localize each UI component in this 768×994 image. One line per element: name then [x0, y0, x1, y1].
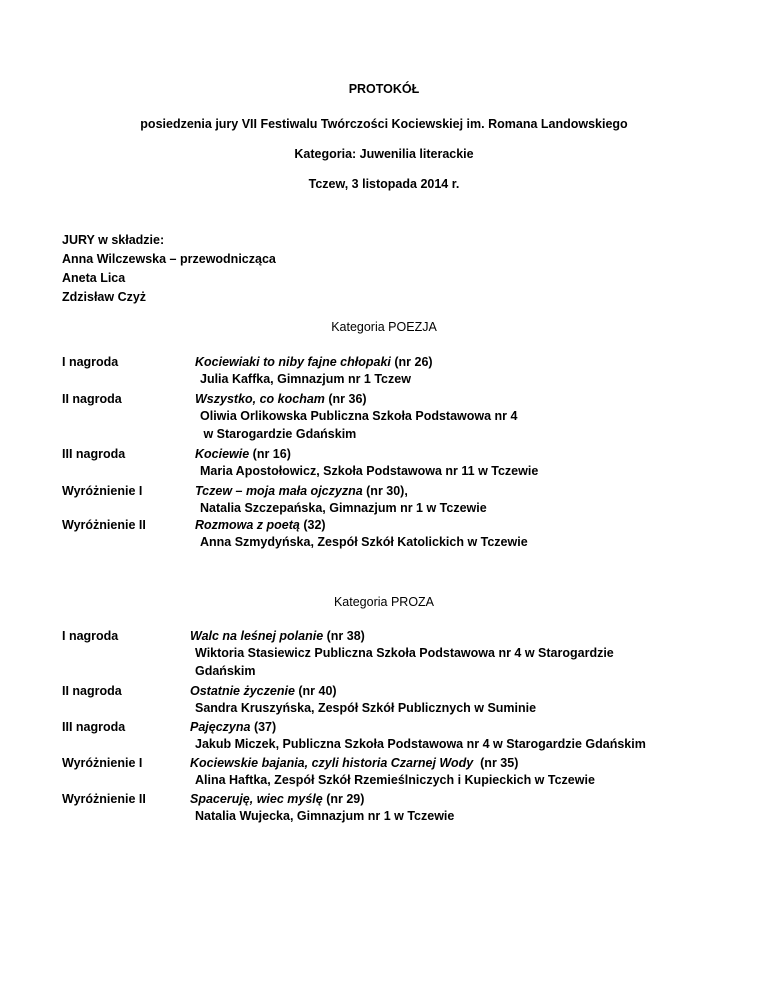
entry-number: (nr 38)	[323, 629, 365, 643]
entry-title: Walc na leśnej polanie	[190, 629, 324, 643]
entry-author: Oliwia Orlikowska Publiczna Szkoła Podstawowa nr 4	[200, 409, 518, 424]
award-label: II nagroda	[62, 392, 122, 406]
proza-entry	[190, 683, 536, 718]
entry-title: Spaceruję, wiec myślę	[190, 792, 323, 806]
award-label: Wyróżnienie I	[62, 484, 143, 498]
entry-title: Kociewiaki to niby fajne chłopaki	[195, 355, 391, 369]
entry-author: Sandra Kruszyńska, Zespół Szkół Publicznych w Suminie	[195, 701, 537, 716]
entry-title: Ostatnie życzenie	[190, 684, 295, 698]
entry-author: Alina Haftka, Zespół Szkół Rzemieślniczych i Kupieckich w Tczewie	[195, 773, 595, 788]
entry-author: Julia Kaffka, Gimnazjum nr 1 Tczew	[200, 372, 411, 387]
award-label: III nagroda	[62, 720, 126, 734]
award-label: II nagroda	[62, 684, 122, 698]
entry-author: Maria Apostołowicz, Szkoła Podstawowa nr 11 w Tczewie	[200, 464, 539, 479]
entry-title: Tczew – moja mała ojczyzna	[195, 484, 363, 498]
entry-number: (nr 26)	[390, 355, 433, 369]
entry-number: (nr 35)	[473, 756, 519, 770]
entry-number: (nr 36)	[324, 392, 367, 406]
poezja-entry	[195, 483, 487, 518]
award-label: Wyróżnienie II	[62, 792, 146, 806]
doc-subtitle: posiedzenia jury VII Festiwalu Twórczości Kociewskiej im. Romana Landowskiego	[140, 117, 628, 131]
entry-author: Jakub Miczek, Publiczna Szkoła Podstawowa nr 4 w Starogardzie Gdańskim	[195, 737, 646, 752]
entry-number: (37)	[250, 720, 277, 734]
doc-category: Kategoria: Juwenilia literackie	[294, 147, 474, 161]
poezja-heading: Kategoria POEZJA	[331, 320, 437, 334]
jury-member: Aneta Lica	[62, 271, 126, 285]
jury-heading: JURY w składzie:	[62, 233, 165, 247]
entry-author: w Starogardzie Gdańskim	[200, 426, 357, 441]
poezja-entry	[195, 517, 528, 552]
proza-entry	[190, 755, 595, 790]
proza-entry	[190, 791, 454, 826]
doc-title: PROTOKÓŁ	[348, 82, 420, 96]
award-label: Wyróżnienie I	[62, 756, 143, 770]
entry-title: Pajęczyna	[190, 720, 251, 734]
award-label: I nagroda	[62, 629, 119, 643]
entry-number: (nr 29)	[322, 792, 365, 806]
poezja-entry	[195, 391, 517, 443]
proza-entry	[190, 719, 646, 754]
entry-author: Wiktoria Stasiewicz Publiczna Szkoła Podstawowa nr 4 w Starogardzie	[195, 646, 614, 661]
entry-author: Natalia Szczepańska, Gimnazjum nr 1 w Tczewie	[200, 501, 487, 516]
entry-number: (32)	[299, 518, 326, 532]
poezja-entry	[195, 446, 538, 481]
entry-title: Kociewskie bajania, czyli historia Czarnej Wody	[190, 756, 474, 770]
entry-title: Kociewie	[195, 447, 250, 461]
entry-number: (nr 16)	[249, 447, 291, 461]
doc-place-date: Tczew, 3 listopada 2014 r.	[308, 177, 460, 191]
jury-section	[62, 231, 276, 307]
entry-number: (nr 40)	[294, 684, 337, 698]
award-label: III nagroda	[62, 447, 126, 461]
proza-entry	[190, 628, 614, 680]
entry-title: Wszystko, co kocham	[195, 392, 325, 406]
entry-title: Rozmowa z poetą	[195, 518, 300, 532]
entry-author: Natalia Wujecka, Gimnazjum nr 1 w Tczewie	[195, 809, 455, 824]
poezja-entry	[195, 354, 433, 389]
jury-member: Zdzisław Czyż	[62, 290, 147, 304]
award-label: I nagroda	[62, 355, 119, 369]
entry-number: (nr 30),	[362, 484, 408, 498]
award-label: Wyróżnienie II	[62, 518, 146, 532]
proza-heading: Kategoria PROZA	[333, 595, 435, 609]
entry-author: Anna Szmydyńska, Zespół Szkół Katolickich w Tczewie	[200, 535, 528, 550]
entry-author: Gdańskim	[195, 663, 256, 678]
jury-member: Anna Wilczewska – przewodnicząca	[62, 252, 276, 266]
